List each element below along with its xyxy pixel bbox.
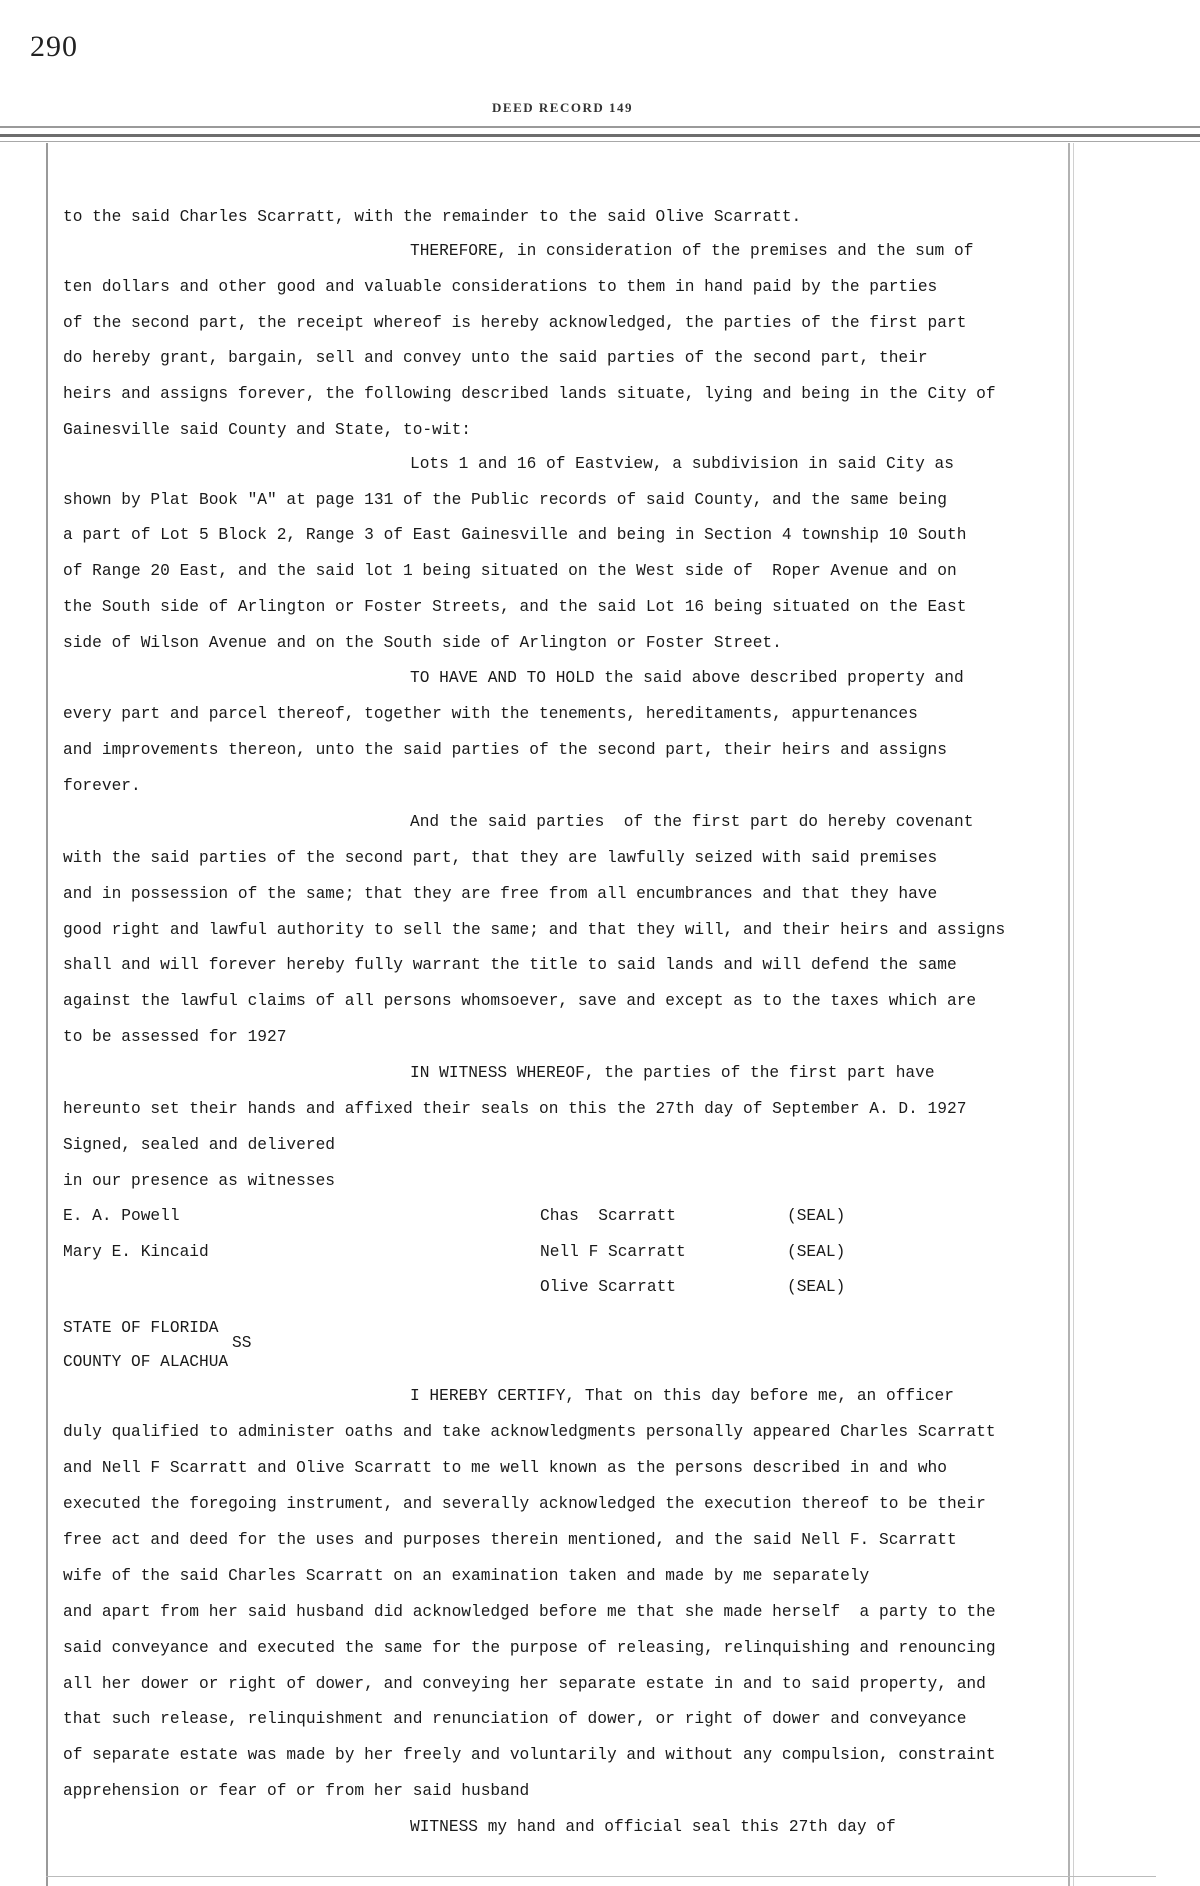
deed-line: of the second part, the receipt whereof is hereby acknowledged, the parties of the first part [63, 314, 967, 332]
deed-line: THEREFORE, in consideration of the premises and the sum of [410, 242, 974, 260]
witness-name: E. A. Powell [63, 1207, 180, 1225]
acknowledgment-line: said conveyance and executed the same for the purpose of releasing, relinquishing and renouncing [63, 1639, 996, 1657]
venue-state: STATE OF FLORIDA [63, 1319, 219, 1337]
acknowledgment-line: all her dower or right of dower, and conveying her separate estate in and to said property, and [63, 1675, 986, 1693]
deed-line: with the said parties of the second part, that they are lawfully seized with said premises [63, 849, 938, 867]
deed-line: and improvements thereon, unto the said parties of the second part, their heirs and assigns [63, 741, 947, 759]
acknowledgment-line: and apart from her said husband did acknowledged before me that she made herself a party to the [63, 1603, 996, 1621]
deed-line: good right and lawful authority to sell the same; and that they will, and their heirs and assigns [63, 921, 1006, 939]
deed-line: heirs and assigns forever, the following described lands situate, lying and being in the City of [63, 385, 996, 403]
deed-line: Lots 1 and 16 of Eastview, a subdivision in said City as [410, 455, 954, 473]
deed-line: do hereby grant, bargain, sell and convey unto the said parties of the second part, their [63, 349, 928, 367]
deed-line: hereunto set their hands and affixed their seals on this the 27th day of September A. D. 1927 [63, 1100, 967, 1118]
acknowledgment-line: duly qualified to administer oaths and take acknowledgments personally appeared Charles Scarratt [63, 1423, 996, 1441]
seal-label: (SEAL) [787, 1207, 846, 1225]
page-number: 290 [30, 30, 78, 63]
acknowledgment-line: apprehension or fear of or from her said husband [63, 1782, 530, 1800]
acknowledgment-line: of separate estate was made by her freely and voluntarily and without any compulsion, constraint [63, 1746, 996, 1764]
seal-label: (SEAL) [787, 1278, 846, 1296]
deed-line: ten dollars and other good and valuable considerations to them in hand paid by the parties [63, 278, 938, 296]
deed-line: against the lawful claims of all persons whomsoever, save and except as to the taxes which are [63, 992, 977, 1010]
grantor-signature: Olive Scarratt [540, 1278, 676, 1296]
acknowledgment-line: that such release, relinquishment and renunciation of dower, or right of dower and conveyance [63, 1710, 967, 1728]
deed-line: of Range 20 East, and the said lot 1 being situated on the West side of Roper Avenue and on [63, 562, 957, 580]
grantor-signature: Chas Scarratt [540, 1207, 676, 1225]
acknowledgment-line: WITNESS my hand and official seal this 27th day of [410, 1818, 896, 1836]
deed-line: shown by Plat Book "A" at page 131 of the Public records of said County, and the same being [63, 491, 947, 509]
deed-line: and in possession of the same; that they are free from all encumbrances and that they have [63, 885, 938, 903]
deed-line: the South side of Arlington or Foster Streets, and the said Lot 16 being situated on the East [63, 598, 967, 616]
deed-line: in our presence as witnesses [63, 1172, 335, 1190]
venue-county: COUNTY OF ALACHUA [63, 1353, 229, 1371]
witness-name: Mary E. Kincaid [63, 1243, 209, 1261]
deed-line: every part and parcel thereof, together with the tenements, hereditaments, appurtenances [63, 705, 918, 723]
deed-line: TO HAVE AND TO HOLD the said above described property and [410, 669, 964, 687]
deed-line: to be assessed for 1927 [63, 1028, 287, 1046]
seal-label: (SEAL) [787, 1243, 846, 1261]
deed-line: Gainesville said County and State, to-wit: [63, 421, 471, 439]
deed-line: forever. [63, 777, 141, 795]
deed-line: a part of Lot 5 Block 2, Range 3 of East Gainesville and being in Section 4 township 10 South [63, 526, 967, 544]
acknowledgment-line: I HEREBY CERTIFY, That on this day before me, an officer [410, 1387, 954, 1405]
venue-ss: SS [232, 1334, 252, 1352]
deed-line: shall and will forever hereby fully warrant the title to said lands and will defend the same [63, 956, 957, 974]
acknowledgment-line: wife of the said Charles Scarratt on an examination taken and made by me separately [63, 1567, 870, 1585]
acknowledgment-line: and Nell F Scarratt and Olive Scarratt to me well known as the persons described in and who [63, 1459, 947, 1477]
book-title: DEED RECORD 149 [492, 100, 633, 115]
acknowledgment-line: executed the foregoing instrument, and severally acknowledged the execution thereof to be their [63, 1495, 986, 1513]
deed-line: side of Wilson Avenue and on the South side of Arlington or Foster Street. [63, 634, 782, 652]
grantor-signature: Nell F Scarratt [540, 1243, 686, 1261]
deed-line: Signed, sealed and delivered [63, 1136, 335, 1154]
deed-line: to the said Charles Scarratt, with the remainder to the said Olive Scarratt. [63, 208, 802, 226]
deed-line: And the said parties of the first part do hereby covenant [410, 813, 974, 831]
acknowledgment-line: free act and deed for the uses and purposes therein mentioned, and the said Nell F. Scarratt [63, 1531, 957, 1549]
deed-line: IN WITNESS WHEREOF, the parties of the first part have [410, 1064, 935, 1082]
